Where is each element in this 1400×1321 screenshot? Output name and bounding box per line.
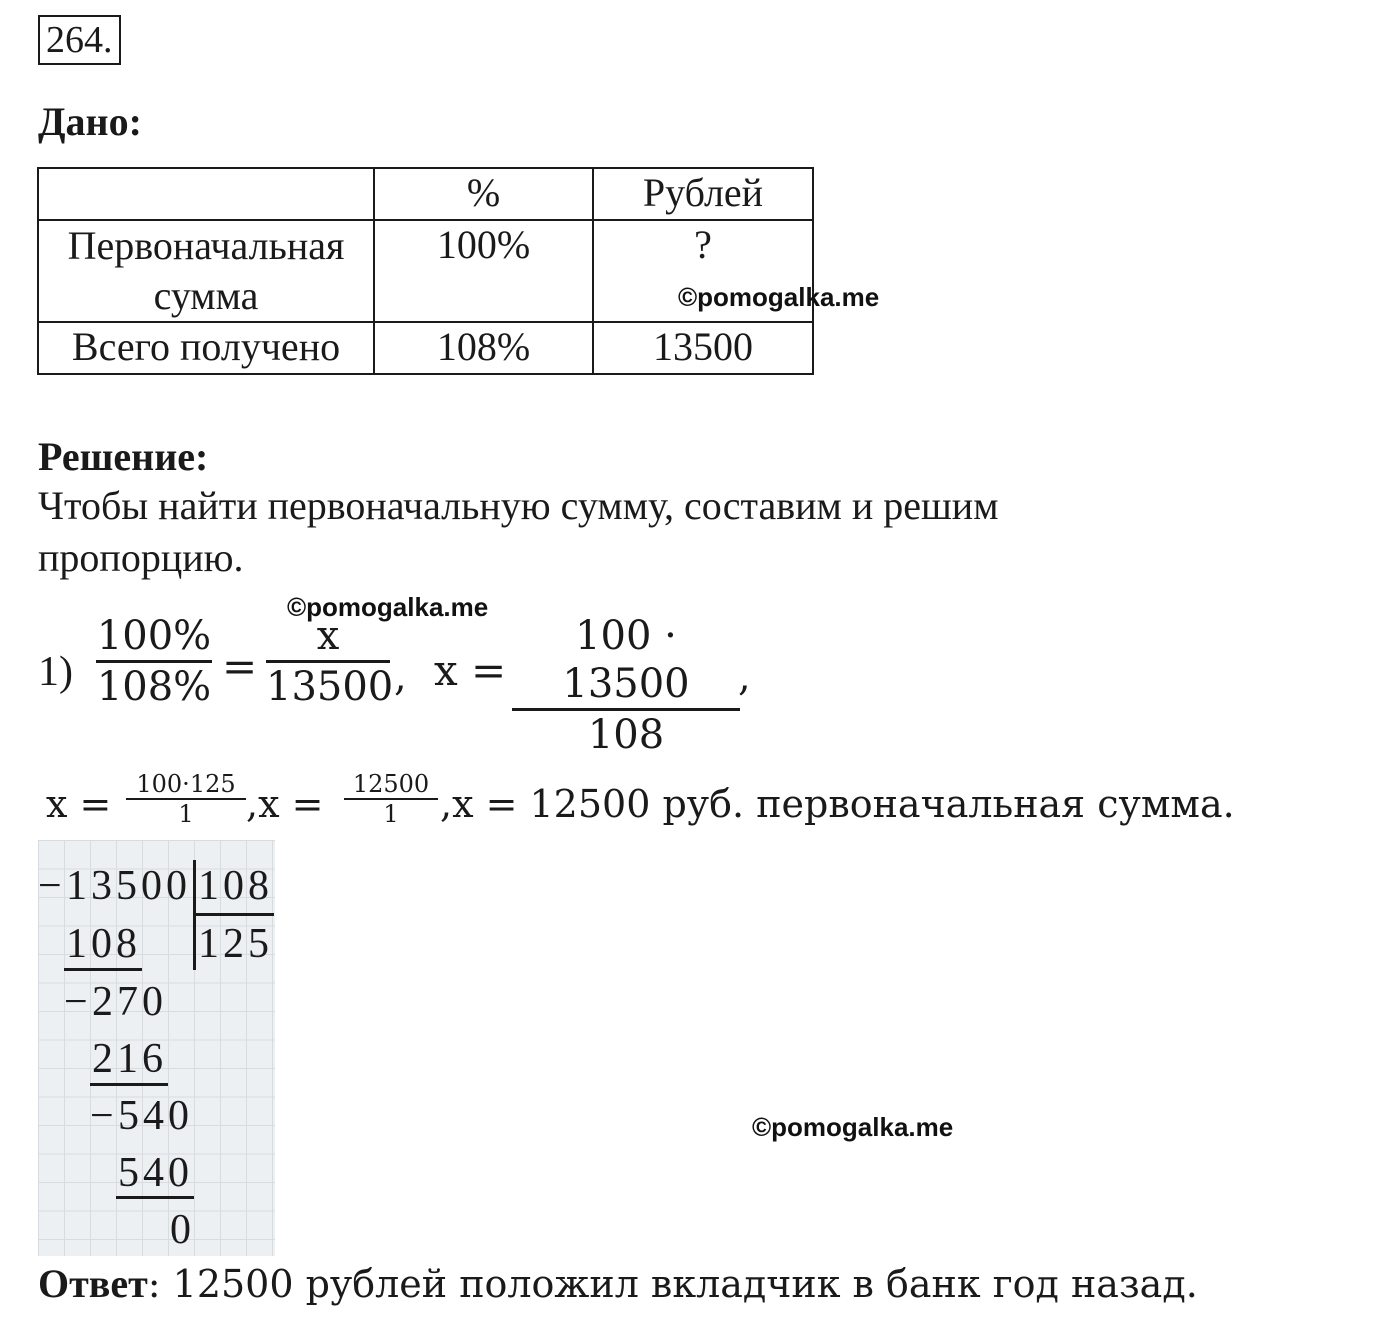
- equals-sign: =: [222, 642, 258, 691]
- division-divisor: 108: [198, 863, 273, 909]
- division-step-value: 270: [92, 979, 167, 1025]
- division-step-value: 540: [118, 1150, 193, 1196]
- table-header-cell: Рублей: [593, 168, 813, 220]
- fraction-numerator: 100 · 13500: [562, 613, 690, 707]
- fraction-100x13500-over-108: [512, 612, 740, 759]
- fraction-100x125-over-1: [126, 770, 246, 828]
- division-quotient: 125: [198, 921, 273, 967]
- watermark: ©pomogalka.me: [752, 1112, 954, 1142]
- label-line-2: сумма: [153, 273, 259, 318]
- division-minus: −: [90, 1093, 118, 1139]
- fraction-x-over-13500: [266, 612, 394, 711]
- answer-line: [38, 1260, 1198, 1307]
- table-cell-percent: 108%: [374, 322, 593, 374]
- division-minus: −: [64, 979, 92, 1025]
- fraction-denominator: 1: [178, 800, 194, 828]
- fraction-12500-over-1: [344, 770, 438, 828]
- x-equals: x =: [434, 646, 507, 695]
- solution-heading: Решение:: [38, 434, 209, 479]
- table-header-cell: [38, 168, 374, 220]
- step2-result: ,x = 12500 руб. первоначальная сумма.: [440, 782, 1235, 826]
- fraction-numerator: 100·125: [136, 770, 236, 798]
- given-table: [37, 167, 814, 375]
- x-equals: x =: [46, 782, 112, 826]
- division-underline: [90, 1083, 168, 1086]
- table-header-cell: %: [374, 168, 593, 220]
- table-header-row: [38, 168, 813, 220]
- table-cell-label: Всего получено: [38, 322, 374, 374]
- division-horizontal-line: [194, 913, 274, 916]
- table-cell-percent: 100%: [374, 220, 593, 322]
- fraction-denominator: 108%: [96, 664, 212, 710]
- division-step-value: 108: [66, 921, 141, 967]
- division-step-value: 540: [118, 1093, 193, 1139]
- solution-intro-line-2: пропорцию.: [38, 535, 244, 580]
- step1-label: 1): [38, 649, 73, 695]
- given-heading: Дано:: [38, 99, 142, 144]
- x-equals: ,x =: [246, 782, 324, 826]
- table-cell-rubles: ?: [593, 220, 813, 322]
- answer-label: Ответ: [38, 1261, 148, 1306]
- division-underline: [64, 968, 142, 971]
- table-cell-label: [38, 220, 374, 322]
- watermark: ©pomogalka.me: [678, 282, 880, 312]
- answer-text: : 12500 рублей положил вкладчик в банк год назад.: [147, 1262, 1198, 1306]
- table-cell-rubles: 13500: [593, 322, 813, 374]
- division-underline: [116, 1196, 194, 1199]
- table-row: [38, 322, 813, 374]
- comma: ,: [738, 654, 751, 700]
- division-step-value: 216: [92, 1036, 167, 1082]
- fraction-numerator: x: [316, 613, 340, 659]
- fraction-denominator: 13500: [266, 664, 394, 710]
- fraction-numerator: 12500: [352, 770, 430, 798]
- fraction-denominator: 1: [383, 800, 399, 828]
- solution-intro-line-1: Чтобы найти первоначальную сумму, составим и решим: [38, 483, 999, 528]
- label-line-1: Первоначальная: [67, 223, 345, 268]
- division-remainder: 0: [170, 1207, 195, 1253]
- comma: ,: [394, 654, 407, 700]
- division-minus: −: [38, 863, 66, 909]
- division-dividend: 13500: [66, 863, 191, 909]
- fraction-numerator: 100%: [96, 613, 212, 659]
- fraction-denominator: 108: [587, 712, 665, 758]
- fraction-100-over-108: [96, 612, 212, 711]
- problem-number: 264.: [38, 15, 121, 65]
- watermark: ©pomogalka.me: [287, 592, 489, 622]
